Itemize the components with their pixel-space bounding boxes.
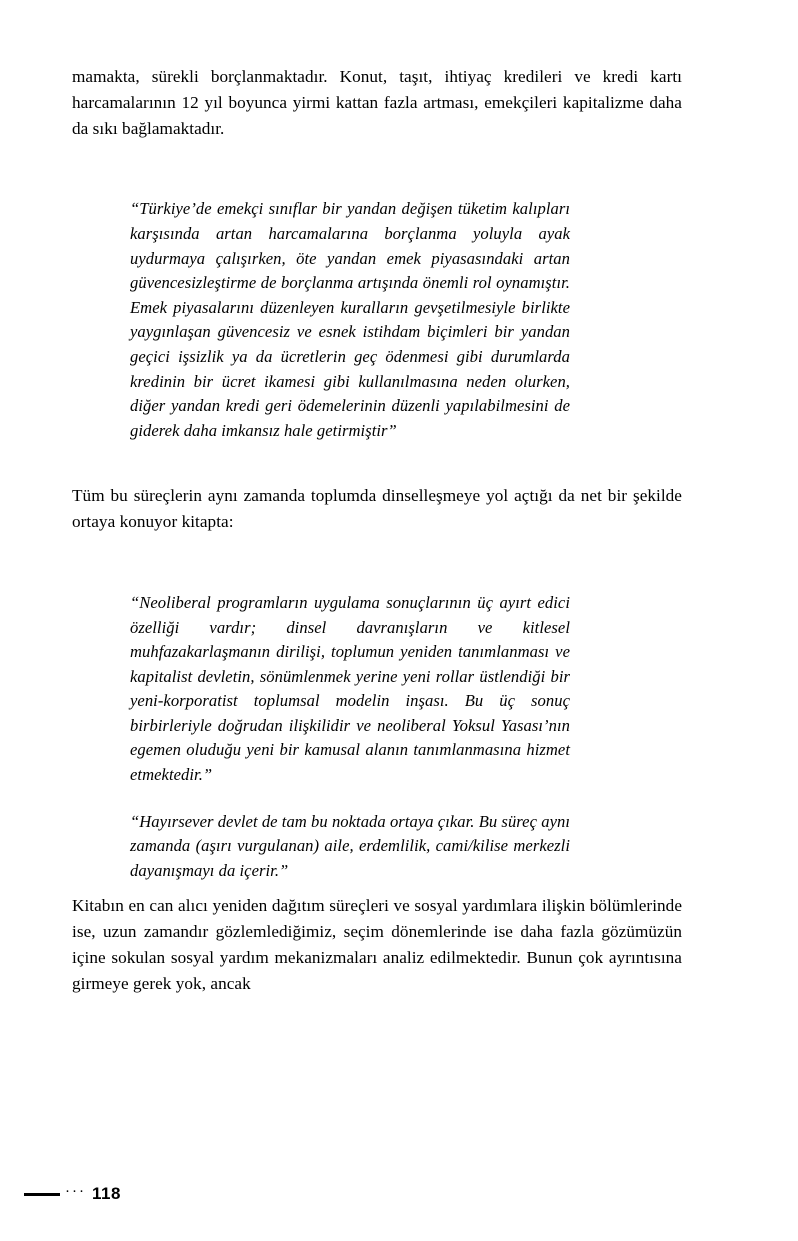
spacer — [72, 443, 682, 483]
blockquote-neoliberal — [130, 591, 570, 788]
blockquote-hayirsever — [130, 810, 570, 884]
blockquote-text: “Türkiye’de emekçi sınıflar bir yandan değişen tüketim kalıpları karşısında artan harcamalarına borçlanma yoluyla ayak uydurmaya çalışırken, öte yandan emek piyasasındaki artan güvencesizleştirme de borçlanma artışında önemli rol oynamıştır. Emek piyasalarını düzenleyen kuralların gevşetilmesiyle birlikte yaygınlaşan güvencesiz ve esnek istihdam biçimleri bir yandan geçici işsizlik ya da ücretlerin geç ödenmesi gibi durumlarda kredinin bir ücret ikamesi gibi kullanılmasına neden olurken, diğer yandan kredi geri ödemelerinin düzenli yapılabilmesini de giderek daha imkansız hale getirmiştir” — [130, 199, 570, 440]
footer-dots: ··· — [65, 1184, 86, 1200]
page-number: 118 — [92, 1184, 121, 1203]
blockquote-text: “Neoliberal programların uygulama sonuçlarının üç ayırt edici özelliği vardır; dinsel davranışların ve kitlesel muhfazakarlaşmanın dirilişi, toplumun yeniden tanımlanması ve kapitalist devletin, sönümlenmek yerine yeni rollar üstlendiği bir yeni-korporatist toplumsal modelin inşası. Bu üç sonuç birbirleriyle doğrudan ilişkilidir ve neoliberal Yoksul Yasası’nın egemen oluduğu yeni bir kamusal alanın tanımlanmasına hizmet etmektedir.” — [130, 592, 570, 785]
footer-rule-icon — [24, 1193, 60, 1196]
paragraph-intro: mamakta, sürekli borçlanmaktadır. Konut, taşıt, ihtiyaç kredileri ve kredi kartı harcamalarının 12 yıl boyunca yirmi kattan fazla artması, emekçileri kapitalizme daha da sıkı bağlamaktadır. — [72, 67, 682, 138]
spacer — [72, 535, 682, 591]
spacer — [72, 788, 682, 810]
blockquote-borclanma — [130, 197, 570, 443]
spacer — [72, 883, 682, 893]
paragraph-dinsellesme: Tüm bu süreçlerin aynı zamanda toplumda dinselleşmeye yol açtığı da net bir şekilde ortaya konuyor kitapta: — [72, 486, 682, 532]
paragraph-closing: Kitabın en can alıcı yeniden dağıtım süreçleri ve sosyal yardımlara ilişkin bölümlerinde ise, uzun zamandır gözlemlediğimiz, seçim dönemlerinde ise daha fazla gözümüzün içine sokulan sosyal yardım mekanizmaları analiz edilmektedir. Bunun çok ayrıntısına girmeye gerek yok, ancak — [72, 896, 682, 993]
spacer — [72, 141, 682, 197]
blockquote-text: “Hayırsever devlet de tam bu noktada ortaya çıkar. Bu süreç aynı zamanda (aşırı vurgulanan) aile, erdemlilik, cami/kilise merkezli dayanışmayı da içerir.” — [130, 811, 570, 880]
page-content — [72, 64, 682, 997]
page-footer — [24, 1183, 121, 1205]
